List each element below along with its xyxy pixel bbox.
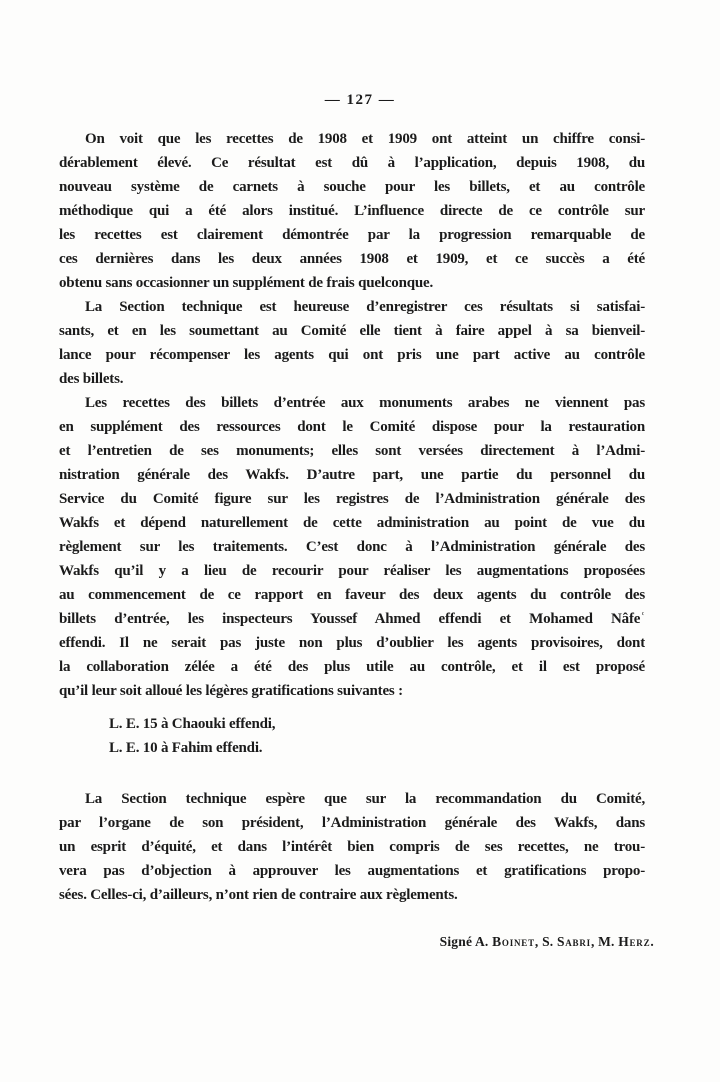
text-line: On voit que les recettes de 1908 et 1909 ont atteint un chiffre consi- — [85, 131, 645, 147]
text-line: Wakfs et dépend naturellement de cette administration au point de vue du — [59, 515, 645, 531]
text-line: vera pas d’objection à approuver les augmentations et gratifications propo- — [59, 863, 645, 879]
text-line: billets d’entrée, les inspecteurs Youssef Ahmed effendi et Mohamed Nâfeʿ — [59, 611, 645, 627]
text-line: nistration générale des Wakfs. D’autre part, une partie du personnel du — [59, 467, 645, 483]
page-body — [59, 127, 645, 907]
text-line: lance pour récompenser les agents qui ont pris une part active au contrôle — [59, 347, 645, 363]
paragraph-1 — [59, 127, 645, 295]
text-line: des billets. — [59, 371, 124, 387]
text-line: sées. Celles-ci, d’ailleurs, n’ont rien de contraire aux règlements. — [59, 887, 458, 903]
signature-line — [0, 930, 720, 954]
signature-text: Signé A. — [439, 934, 493, 949]
text-line: ces dernières dans les deux années 1908 et 1909, et ce succès a été — [59, 251, 645, 267]
text-line: un esprit d’équité, et dans l’intérêt bien compris de ses recettes, ne trou- — [59, 839, 645, 855]
text-line: Les recettes des billets d’entrée aux monuments arabes ne viennent pas — [85, 395, 645, 411]
text-line: obtenu sans occasionner un supplément de frais quelconque. — [59, 275, 434, 291]
text-line: les recettes est clairement démontrée par la progression remarquable de — [59, 227, 645, 243]
text-line: Service du Comité figure sur les registres de l’Administration générale des — [59, 491, 645, 507]
text-line: méthodique qui a été alors institué. L’influence directe de ce contrôle sur — [59, 203, 645, 219]
signature-text: , S. — [534, 934, 557, 949]
paragraph-3 — [59, 391, 645, 703]
text-line: effendi. Il ne serait pas juste non plus d’oublier les agents provisoires, dont — [59, 635, 645, 651]
signature-surname: Sabri — [556, 934, 591, 949]
signature-surname: Herz — [618, 934, 651, 949]
gratifications-list — [59, 712, 645, 760]
text-line: la collaboration zélée a été des plus utile au contrôle, et il est proposé — [59, 659, 645, 675]
signature-surname: Boinet — [492, 934, 535, 949]
text-line: sants, et en les soumettant au Comité elle tient à faire appel à sa bienveil- — [59, 323, 645, 339]
text-line: nouveau système de carnets à souche pour les billets, et au contrôle — [59, 179, 645, 195]
text-line: L. E. 15 à Chaouki effendi, — [109, 716, 276, 732]
text-line: L. E. 10 à Fahim effendi. — [109, 740, 263, 756]
text-line: Wakfs qu’il y a lieu de recourir pour réaliser les augmentations proposées — [59, 563, 645, 579]
text-line: La Section technique espère que sur la recommandation du Comité, — [85, 791, 645, 807]
text-line: au commencement de ce rapport en faveur des deux agents du contrôle des — [59, 587, 645, 603]
text-line: en supplément des ressources dont le Comité dispose pour la restauration — [59, 419, 645, 435]
paragraph-4 — [59, 787, 645, 907]
signature-text: , M. — [590, 934, 619, 949]
text-line: dérablement élevé. Ce résultat est dû à l’application, depuis 1908, du — [59, 155, 645, 171]
text-line: et l’entretien de ses monuments; elles sont versées directement à l’Admi- — [59, 443, 645, 459]
text-line: règlement sur les traitements. C’est donc à l’Administration générale des — [59, 539, 645, 555]
paragraph-2 — [59, 295, 645, 391]
text-line: qu’il leur soit alloué les légères gratifications suivantes : — [59, 683, 403, 699]
signature-text: . — [650, 934, 654, 949]
text-line: par l’organe de son président, l’Administration générale des Wakfs, dans — [59, 815, 645, 831]
page-number: — 127 — — [324, 92, 396, 108]
text-line: La Section technique est heureuse d’enregistrer ces résultats si satisfai- — [85, 299, 645, 315]
